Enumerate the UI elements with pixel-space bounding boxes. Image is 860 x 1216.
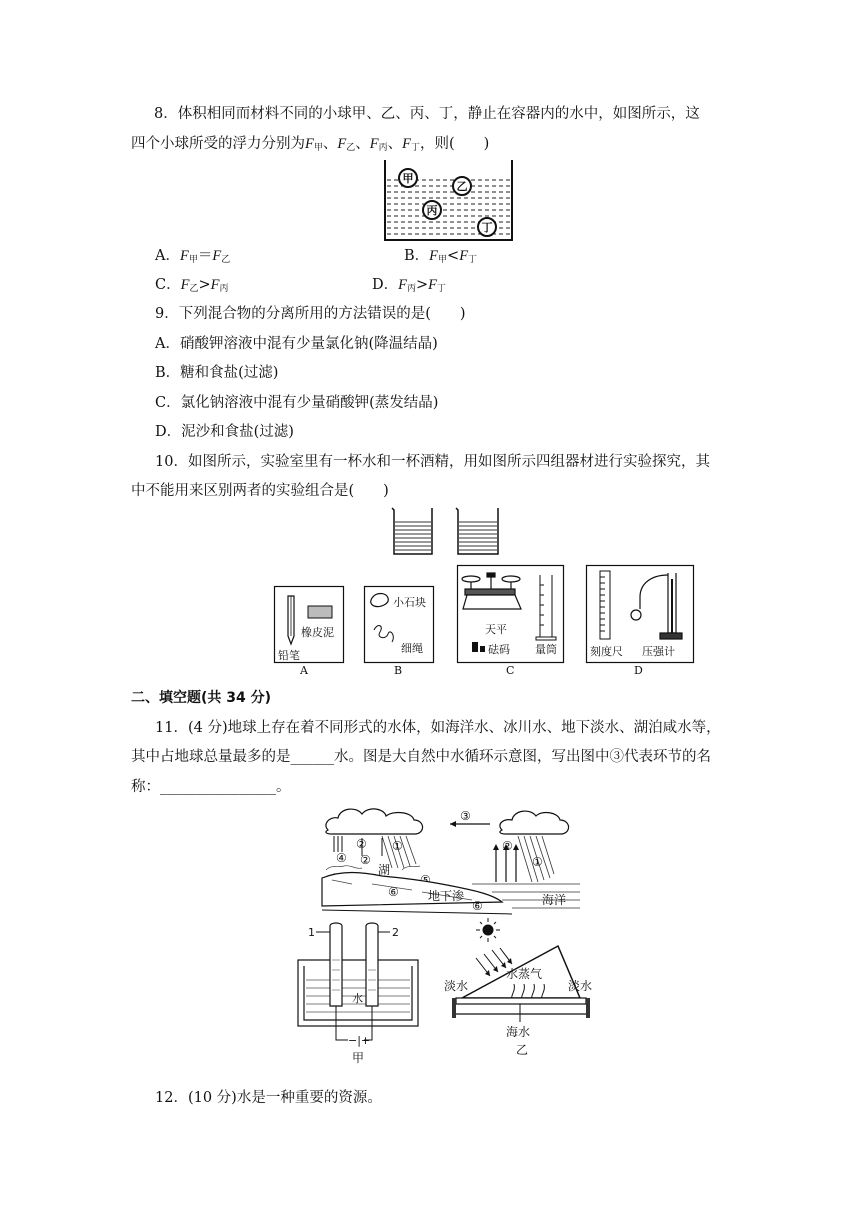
svg-text:丁: 丁 xyxy=(481,221,493,234)
svg-text:量筒: 量筒 xyxy=(535,643,557,656)
panel-c-letter: C xyxy=(506,664,515,677)
q8-container-figure xyxy=(384,160,514,242)
svg-text:刻度尺: 刻度尺 xyxy=(590,645,623,658)
q8-line1: 8．体积相同而材料不同的小球甲、乙、丙、丁，静止在容器内的水中，如图所示，这 xyxy=(154,106,700,122)
q9-option-d: D．泥沙和食盐(过滤) xyxy=(155,424,294,440)
rope-icon xyxy=(374,626,393,642)
q9-option-a: A．硝酸钾溶液中混有少量氯化钠(降温结晶) xyxy=(155,336,438,352)
svg-text:砝码: 砝码 xyxy=(488,643,510,656)
svg-text:水: 水 xyxy=(352,992,363,1005)
svg-text:②: ② xyxy=(360,853,371,867)
svg-text:⑥: ⑥ xyxy=(388,885,399,899)
q8-option-c: C．$F_乙>F_丙$ xyxy=(155,277,229,294)
svg-text:丙: 丙 xyxy=(426,204,438,217)
svg-text:压强计: 压强计 xyxy=(642,645,675,658)
q11-line1: 11．(4 分)地球上存在着不同形式的水体，如海洋水、冰川水、地下淡水、湖泊咸水等， xyxy=(155,720,721,736)
pressure-gauge-icon xyxy=(631,573,682,639)
beakers-figure xyxy=(390,506,510,558)
svg-text:湖: 湖 xyxy=(378,863,391,877)
panel-b-letter: B xyxy=(394,664,403,677)
svg-text:小石块: 小石块 xyxy=(393,596,426,609)
q10-line1: 10．如图所示，实验室里有一杯水和一杯酒精，用如图所示四组器材进行实验探究，其 xyxy=(155,454,710,470)
svg-text:水蒸气: 水蒸气 xyxy=(506,967,543,981)
svg-text:淡水: 淡水 xyxy=(444,979,469,993)
svg-text:乙: 乙 xyxy=(456,180,468,193)
svg-text:⑤: ⑤ xyxy=(420,873,431,887)
q8-option-b: B．$F_甲<F_丁$ xyxy=(404,248,478,265)
svg-text:②: ② xyxy=(356,837,367,851)
weights-icon xyxy=(472,642,485,652)
svg-text:②: ② xyxy=(502,839,513,853)
panel-a-letter: A xyxy=(300,664,308,677)
svg-text:④: ④ xyxy=(336,851,347,865)
cloud-right-icon xyxy=(500,811,569,834)
svg-text:甲: 甲 xyxy=(402,172,414,185)
water-cycle-diagram xyxy=(322,806,582,916)
q9-option-b: B．糖和食盐(过滤) xyxy=(155,365,279,381)
sun-icon xyxy=(476,918,500,942)
cloud-left-icon xyxy=(326,809,423,834)
q12-stem: 12．(10 分)水是一种重要的资源。 xyxy=(155,1090,382,1106)
q11-line3: 称：________________。 xyxy=(131,779,291,795)
q8-option-a: A．$F_甲=F_乙$ xyxy=(155,248,231,265)
solar-still-figure xyxy=(440,918,610,1060)
svg-text:2: 2 xyxy=(392,926,399,939)
electrolysis-figure xyxy=(294,920,424,1065)
q10-panel-c xyxy=(457,565,564,664)
svg-text:①: ① xyxy=(532,855,543,869)
ruler-icon xyxy=(600,571,610,639)
svg-text:⑥: ⑥ xyxy=(472,899,483,913)
panel-d-letter: D xyxy=(634,664,643,677)
svg-text:海水: 海水 xyxy=(506,1025,531,1039)
svg-text:地下渗: 地下渗 xyxy=(428,889,465,903)
section-title: 二、填空题(共 34 分) xyxy=(131,690,272,706)
q10-line2: 中不能用来区别两者的实验组合是( ) xyxy=(131,483,389,499)
q10-panel-a xyxy=(274,586,344,664)
svg-text:乙: 乙 xyxy=(516,1043,529,1057)
svg-text:橡皮泥: 橡皮泥 xyxy=(301,626,334,639)
q8-option-d: D．$F_丙>F_丁$ xyxy=(372,277,447,294)
svg-text:淡水: 淡水 xyxy=(568,979,593,993)
stone-icon xyxy=(371,594,389,607)
q10-panel-b xyxy=(364,586,434,664)
svg-text:1: 1 xyxy=(308,926,315,939)
q8-line2: 四个小球所受的浮力分别为$F_甲$、$F_乙$、$F_丙$、$F_丁$，则( ) xyxy=(131,136,490,153)
svg-text:−|+: −|+ xyxy=(348,1034,371,1047)
svg-text:甲: 甲 xyxy=(352,1051,365,1065)
svg-text:天平: 天平 xyxy=(485,623,507,636)
clay-icon xyxy=(308,606,332,618)
svg-text:①: ① xyxy=(392,839,403,853)
balance-icon xyxy=(462,573,521,609)
q10-panel-d xyxy=(586,565,694,664)
cylinder-icon xyxy=(536,575,556,640)
q9-option-c: C．氯化钠溶液中混有少量硝酸钾(蒸发结晶) xyxy=(155,395,439,411)
q11-line2: 其中占地球总量最多的是______水。图是大自然中水循环示意图，写出图中③代表环节的名 xyxy=(131,749,711,765)
svg-text:③: ③ xyxy=(460,809,471,823)
svg-text:海洋: 海洋 xyxy=(542,893,567,907)
svg-text:铅笔: 铅笔 xyxy=(278,649,300,662)
q9-stem: 9．下列混合物的分离所用的方法错误的是( ) xyxy=(155,306,466,322)
svg-text:细绳: 细绳 xyxy=(401,642,423,655)
